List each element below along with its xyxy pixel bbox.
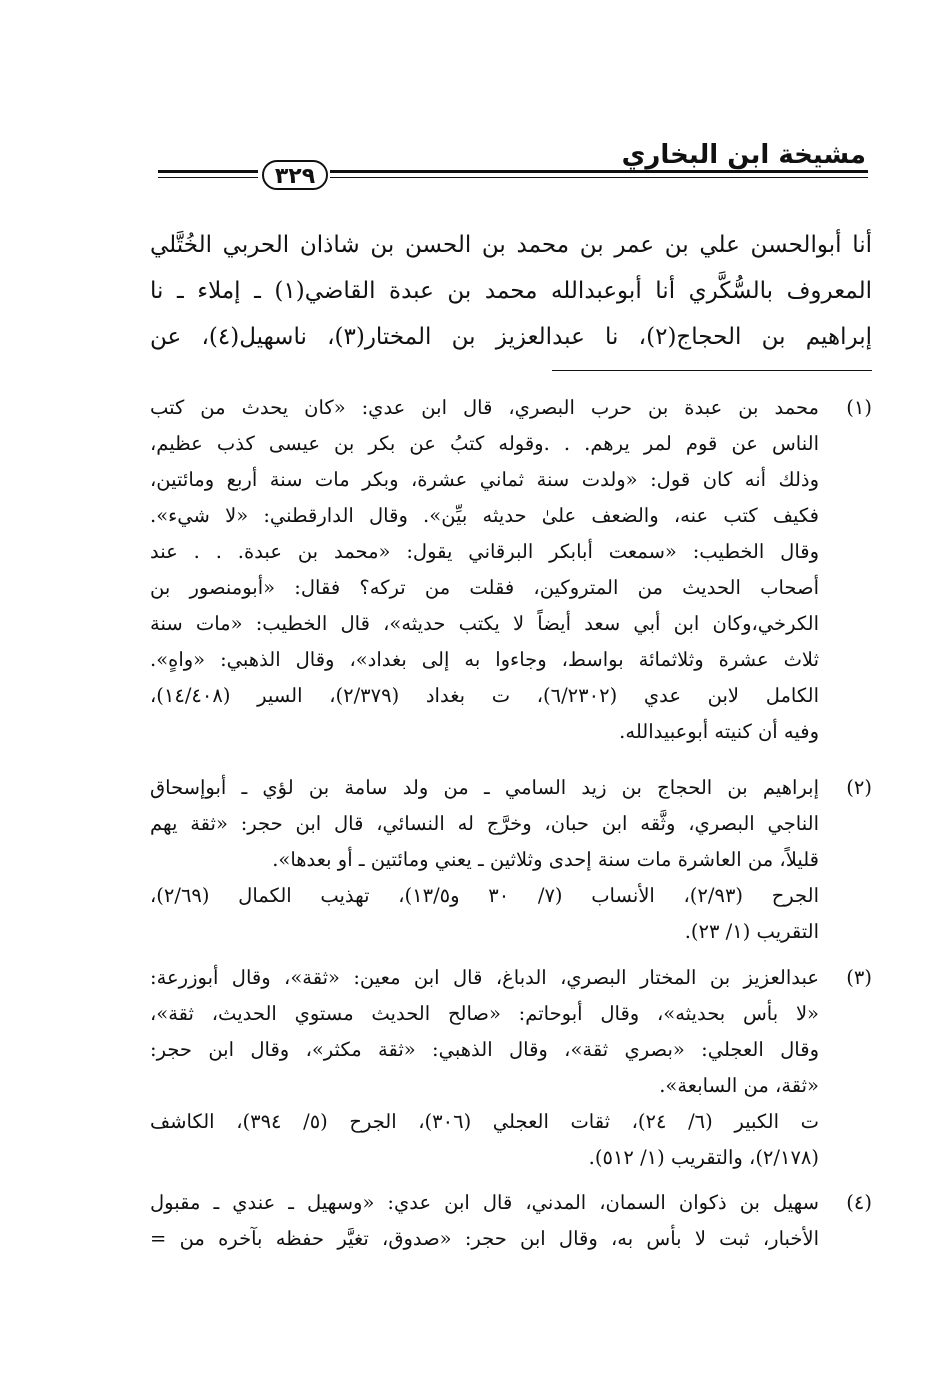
footnote-number: (١) <box>846 396 872 419</box>
footnote-line: الكامل لابن عدي (٦/٢٣٠٢)، ت بغداد (٢/٣٧٩)، السير (١٤/٤٠٨)، <box>150 684 819 707</box>
footnote-line: فكيف كتب عنه، والضعف علىٰ حديثه بيِّن». وقال الدارقطني: «لا شيء». <box>150 504 819 527</box>
footnote-number: (٢) <box>846 776 872 799</box>
footnote-line: الأخبار، ثبت لا بأس به، وقال ابن حجر: «صدوق، تغيَّر حفظه بآخره من = <box>150 1227 819 1250</box>
header-rule-thin <box>330 177 868 178</box>
footnote-line: قليلاً، من العاشرة مات سنة إحدى وثلاثين ـ يعني ومائتين ـ أو بعدها». <box>272 848 819 871</box>
footnote-body <box>150 390 819 750</box>
footnote-body <box>150 1185 819 1257</box>
header-rule-left-thin <box>158 177 258 178</box>
main-text-line: المعروف بالسُّكَّري أنا أبوعبدالله محمد بن عبدة القاضي(١) ـ إملاء ـ نا <box>150 278 872 304</box>
running-header-title: مشيخة ابن البخاري <box>621 140 866 170</box>
footnote-line: «ثقة، من السابعة». <box>659 1074 819 1097</box>
footnote-line: سهيل بن ذكوان السمان، المدني، قال ابن عدي: «وسهيل ـ عندي ـ مقبول <box>150 1191 819 1214</box>
footnote-line: التقريب (١/ ٢٣). <box>684 920 819 943</box>
footnote-2 <box>150 770 872 950</box>
main-text-line: إبراهيم بن الحجاج(٢)، نا عبدالعزيز بن المختار(٣)، ناسهيل(٤)، عن <box>150 324 872 350</box>
footnote-line: «لا بأس بحديثه»، وقال أبوحاتم: «صالح الحديث مستوي الحديث، ثقة»، <box>150 1002 819 1025</box>
footnote-line: وقال الخطيب: «سمعت أبابكر البرقاني يقول: «محمد بن عبدة. . . عند <box>150 540 819 563</box>
header-rule <box>330 170 868 173</box>
footnote-body <box>150 960 819 1176</box>
footnote-line: الجرح (٢/٩٣)، الأنساب (٧/ ٣٠ و١٣/٥)، تهذيب الكمال (٢/٦٩)، <box>150 884 819 907</box>
footnote-line: وفيه أن كنيته أبوعبيدالله. <box>619 720 819 743</box>
footnote-body <box>150 770 819 950</box>
footnote-line: الكرخي،وكان ابن أبي سعد أيضاً لا يكتب حديثه»، قال الخطيب: «مات سنة <box>150 612 819 635</box>
main-text-line: أنا أبوالحسن علي بن عمر بن محمد بن الحسن بن شاذان الحربي الخُتَّلي <box>150 232 872 258</box>
footnote-line: وذلك أنه كان قول: «ولدت سنة ثماني عشرة، وبكر مات سنة أربع ومائتين، <box>150 468 819 491</box>
footnote-3 <box>150 960 872 1176</box>
header-rule-left <box>158 170 258 173</box>
footnote-line: إبراهيم بن الحجاج بن زيد السامي ـ من ولد سامة بن لؤي ـ أبوإسحاق <box>150 776 819 799</box>
footnote-number: (٤) <box>846 1191 872 1214</box>
footnote-number: (٣) <box>846 966 872 989</box>
footnote-line: ت الكبير (٦/ ٢٤)، ثقات العجلي (٣٠٦)، الجرح (٥/ ٣٩٤)، الكاشف <box>150 1110 819 1133</box>
footnote-line: وقال العجلي: «بصري ثقة»، وقال الذهبي: «ثقة مكثر»، وقال ابن حجر: <box>150 1038 819 1061</box>
footnote-line: أصحاب الحديث من المتروكين، فقلت من تركه؟ فقال: «أبومنصور بن <box>150 576 819 599</box>
footnote-line: محمد بن عبدة بن حرب البصري، قال ابن عدي: «كان يحدث من كتب <box>150 396 819 419</box>
page-number: ٣٢٩ <box>262 160 328 190</box>
footnote-divider <box>552 370 872 371</box>
footnote-line: الناجي البصري، وثَّقه ابن حبان، وخرَّج له النسائي، قال ابن حجر: «ثقة يهم <box>150 812 819 835</box>
footnote-line: عبدالعزيز بن المختار البصري، الدباغ، قال ابن معين: «ثقة»، وقال أبوزرعة: <box>150 966 819 989</box>
footnote-line: ثلاث عشرة وثلاثمائة بواسط، وجاءوا به إلى بغداد»، وقال الذهبي: «واهٍ». <box>150 648 819 671</box>
footnote-line: (٢/١٧٨)، والتقريب (١/ ٥١٢). <box>588 1146 819 1169</box>
main-text <box>150 222 872 360</box>
footnote-1 <box>150 390 872 750</box>
footnote-line: الناس عن قوم لمر يرهم. . .وقوله كتبُ عن بكر بن عيسى كذب عظيم، <box>150 432 819 455</box>
footnote-4 <box>150 1185 872 1257</box>
